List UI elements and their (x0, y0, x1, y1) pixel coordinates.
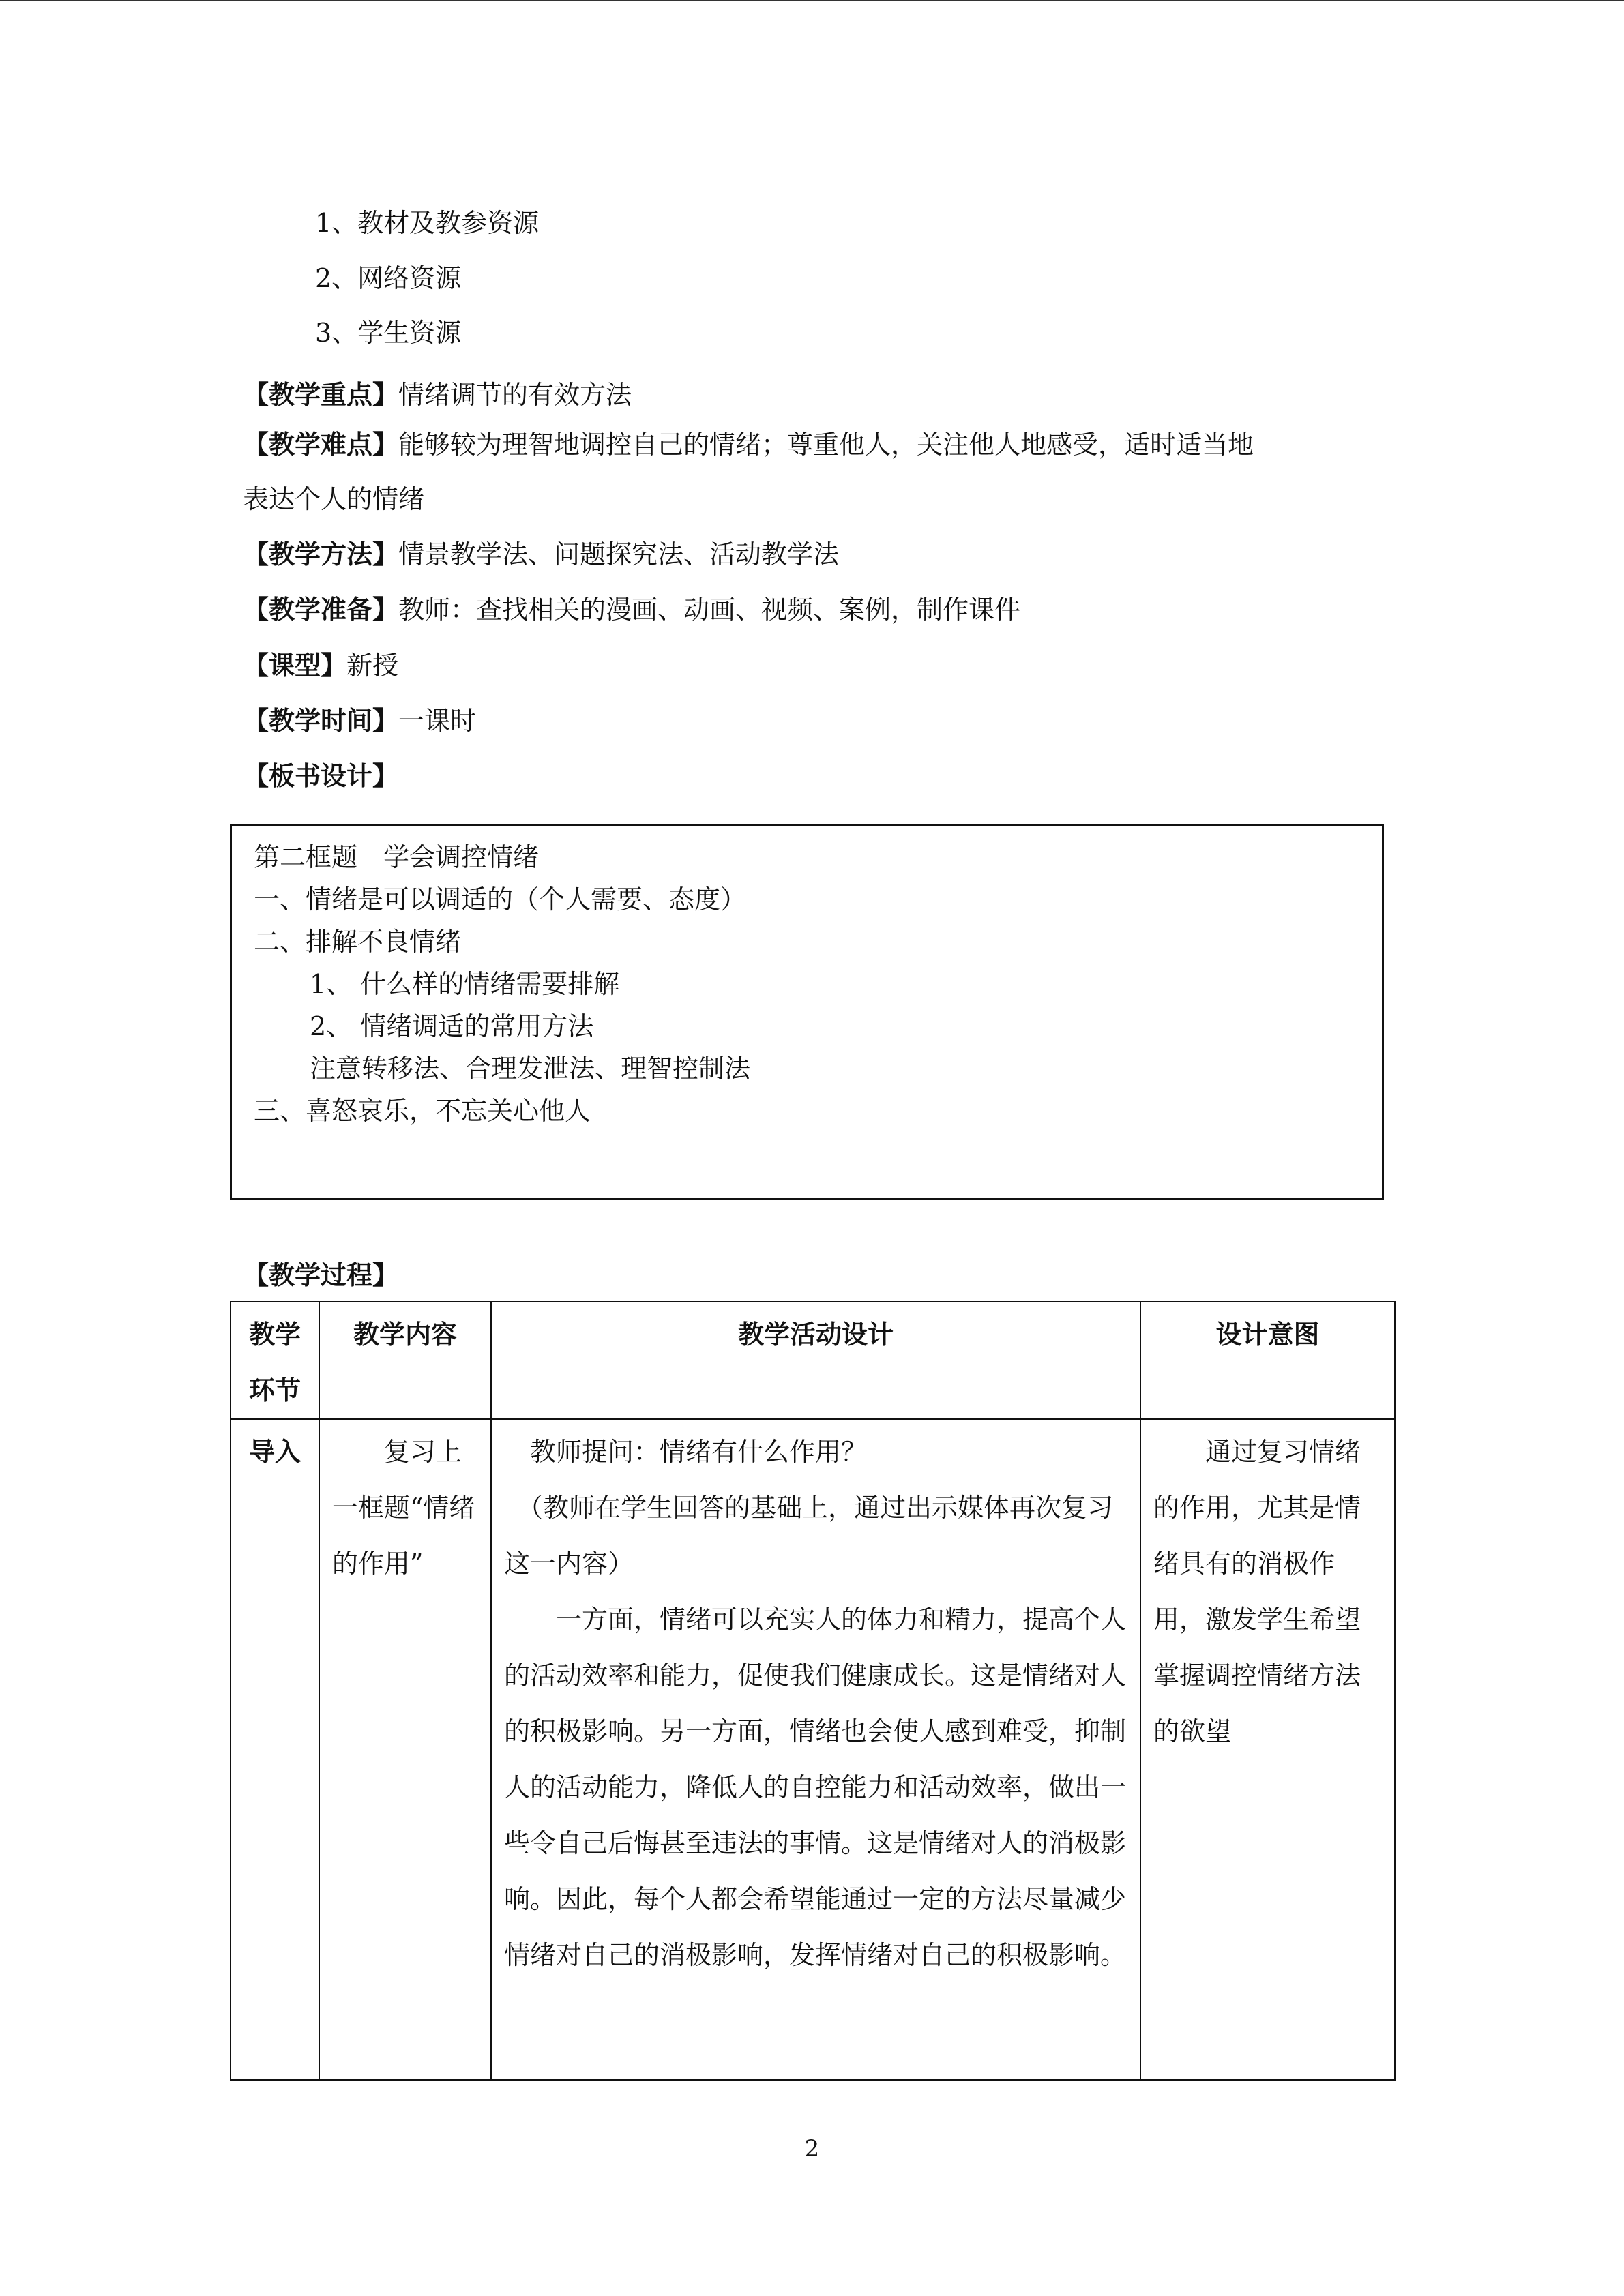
board-line-2: 二、排解不良情绪 (254, 927, 462, 957)
header-intent: 设计意图 (1140, 1302, 1395, 1419)
row-activity (492, 1420, 1140, 1983)
resource-item-3: 3、学生资源 (315, 318, 462, 348)
lesson-type-label: 【课型】 (243, 650, 347, 681)
method-section (243, 537, 839, 571)
preparation-text: 教师：查找相关的漫画、动画、视频、案例，制作课件 (398, 595, 1021, 625)
page-number: 2 (804, 2135, 820, 2162)
row-content-cell (319, 1419, 491, 2080)
time-label: 【教学时间】 (243, 705, 399, 736)
board-title: 第二框题 学会调控情绪 (254, 842, 540, 872)
header-stage: 教学环节 (231, 1302, 319, 1419)
difficulty-text-continued: 表达个人的情绪 (243, 484, 425, 514)
activity-question: 教师提问：情绪有什么作用？ (530, 1437, 868, 1467)
row-content: 复习上一框题“情绪的作用” (332, 1437, 475, 1579)
lesson-type-text: 新授 (346, 651, 399, 681)
resource-item-1: 1、教材及教参资源 (315, 208, 540, 238)
table-row (231, 1419, 1395, 2080)
difficulty-section (243, 428, 1254, 462)
method-label: 【教学方法】 (243, 539, 399, 569)
key-point-label: 【教学重点】 (243, 379, 399, 410)
board-line-2-1: 1、 什么样的情绪需要排解 (310, 969, 620, 999)
difficulty-text: 能够较为理智地调控自己的情绪；尊重他人，关注他人地感受，适时适当地 (398, 430, 1254, 460)
activity-note: （教师在学生回答的基础上，通过出示媒体再次复习这一内容） (504, 1493, 1114, 1579)
row-intent: 通过复习情绪的作用，尤其是情绪具有的消极作用，激发学生希望掌握调控情绪方法的欲望 (1153, 1437, 1361, 1746)
key-point-text: 情绪调节的有效方法 (398, 380, 632, 410)
lesson-type-section (243, 648, 398, 683)
method-text: 情景教学法、问题探究法、活动教学法 (398, 539, 840, 569)
time-text: 一课时 (398, 706, 477, 736)
header-activity: 教学活动设计 (491, 1302, 1140, 1419)
row-stage-cell (231, 1419, 319, 2080)
difficulty-label: 【教学难点】 (243, 429, 399, 460)
preparation-section (243, 593, 1020, 627)
board-line-methods: 注意转移法、合理发泄法、理智控制法 (310, 1054, 751, 1084)
table-header-row (231, 1302, 1395, 1419)
process-heading: 【教学过程】 (243, 1259, 399, 1290)
row-activity-cell (491, 1419, 1140, 2080)
row-stage: 导入 (248, 1436, 301, 1467)
activity-explanation: 一方面，情绪可以充实人的体力和精力，提高个人的活动效率和能力，促使我们健康成长。这是情绪对人的积极影响。另一方面，情绪也会使人感到难受，抑制人的活动能力，降低人的自控能力和活动效率，做出一些令自己后悔甚至违法的事情。这是情绪对人的消极影响。因此，每个人都会希望能通过一定的方法尽量减少情绪对自己的消极影响，发挥情绪对自己的积极影响。 (504, 1605, 1127, 1970)
resource-item-2: 2、网络资源 (315, 263, 462, 293)
board-line-1: 一、情绪是可以调适的（个人需要、态度） (254, 884, 747, 914)
board-design-heading: 【板书设计】 (243, 760, 399, 791)
process-table (230, 1301, 1396, 2081)
board-line-2-2: 2、 情绪调适的常用方法 (310, 1011, 594, 1041)
header-content: 教学内容 (319, 1302, 491, 1419)
board-design-box (230, 824, 1384, 1200)
page-top-rule (0, 0, 1624, 1)
time-section (243, 704, 476, 738)
board-line-3: 三、喜怒哀乐，不忘关心他人 (254, 1096, 591, 1126)
preparation-label: 【教学准备】 (243, 594, 399, 625)
row-intent-cell (1140, 1419, 1395, 2080)
key-point-section (243, 378, 632, 412)
